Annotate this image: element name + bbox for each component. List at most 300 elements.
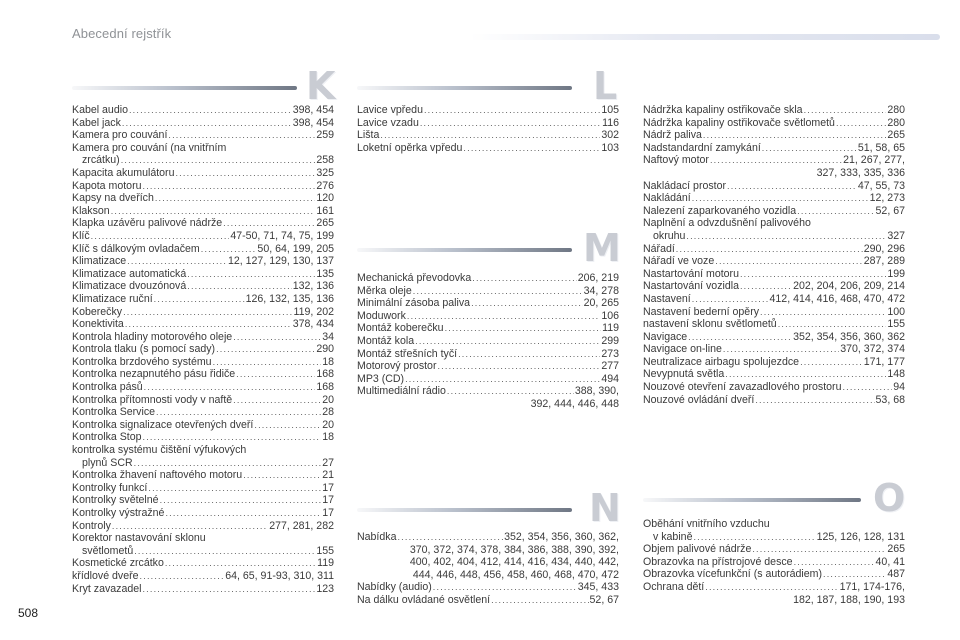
index-entry-term: Klimatizace ruční [72,292,153,305]
index-entry-pages: 47-50, 71, 74, 75, 199 [230,229,334,242]
section-heading-o [643,476,906,520]
index-entry[interactable] [72,583,334,596]
index-entry[interactable] [72,557,334,570]
index-entry[interactable] [72,570,334,583]
index-entry-pages: 103 [601,141,619,154]
section-letter: M [583,226,621,270]
dot-leader [121,154,316,167]
index-entry-term: Nádržka kapaliny ostřikovače skla [643,104,803,116]
index-entry-term: Kontrolka Service [72,406,156,419]
index-entry[interactable] [357,385,619,410]
dot-leader [134,545,315,558]
index-entry-pages: 161 [316,204,334,217]
index-entry-pages: 120 [316,192,334,205]
section-heading-n [357,486,621,530]
index-entry[interactable] [643,268,905,281]
index-entry-row [357,385,619,398]
index-entry-row [72,268,334,281]
index-entry-pages: 52, 67 [875,204,905,217]
index-entry-pages: 27 [322,456,334,469]
dot-leader [155,192,315,205]
index-entry[interactable] [643,381,905,394]
index-entry-term: Multimediální rádio [357,385,446,398]
index-entry[interactable] [643,180,905,193]
index-entry-term: Kontrolka žhavení naftového motoru [72,469,243,482]
index-entry-term: Motorový prostor [357,360,437,373]
index-entry-row [357,322,619,335]
index-entry-row [643,142,905,155]
index-entry-term: Montáž střešních tyčí [357,347,458,360]
index-entry-row [643,381,905,394]
index-entry-pages: 51, 58, 65 [857,141,905,154]
index-list-n [357,531,619,607]
index-entry[interactable] [357,531,619,581]
index-entry-row [357,360,619,373]
index-entry[interactable] [357,581,619,594]
index-entry-pages: 100 [887,305,905,318]
index-entry-row [643,293,905,306]
index-entry[interactable] [72,482,334,495]
index-entry-term: Na dálku ovládané osvětlení [357,593,491,606]
index-entry-pages: 47, 55, 73 [857,179,905,192]
index-entry-row [357,310,619,323]
index-entry[interactable] [643,543,905,556]
index-entry-pages: 132, 136 [292,280,334,293]
dot-leader [797,205,874,218]
index-entry-pages: 299 [601,334,619,347]
index-entry-row [357,142,619,155]
index-entry-row [357,335,619,348]
dot-leader [127,255,227,268]
index-list-m [357,272,619,411]
index-entry-term: Naftový motor [643,154,709,167]
index-entry-pages: 327 [887,229,905,242]
index-entry-pages-continued: 444, 446, 448, 456, 458, 460, 468, 470, 472 [412,568,619,581]
dot-leader [201,243,257,256]
index-entry[interactable] [357,142,619,155]
index-entry[interactable] [643,331,905,344]
index-entry-pages: 155 [887,318,905,331]
index-entry[interactable] [357,104,619,117]
index-entry-pages-continued: 400, 402, 404, 412, 414, 416, 434, 440, 442, [409,556,619,569]
index-entry[interactable] [72,243,334,256]
index-entry-row [643,318,905,331]
dot-leader [723,343,839,356]
dot-leader [842,381,892,394]
index-entry-pages: 265 [887,129,905,142]
section-divider [357,248,572,252]
index-entry-row [72,293,334,306]
index-entry-row [72,356,334,369]
index-entry[interactable] [643,368,905,381]
index-entry[interactable] [357,129,619,142]
index-entry[interactable] [357,335,619,348]
index-entry[interactable] [72,129,334,142]
dot-leader [236,368,315,381]
index-entry-term: Kabel jack [72,116,121,129]
index-entry-row [72,192,334,205]
dot-leader [168,129,315,142]
index-entry-term: Nakládací prostor [643,179,727,192]
index-entry-row [357,531,619,544]
dot-leader [725,368,886,381]
index-entry-pages: 21 [322,469,334,482]
dot-leader [727,180,857,193]
index-entry[interactable] [357,297,619,310]
index-entry-term: Kamera pro couvání [72,129,168,142]
dot-leader [760,306,886,319]
index-entry-row [72,368,334,381]
index-entry-row [643,180,905,193]
dot-leader [223,217,315,230]
index-entry[interactable] [643,104,905,117]
dot-leader [778,318,887,331]
index-entry-term: Kontrolka signalizace otevřených dveří [72,418,254,431]
index-entry[interactable] [72,280,334,293]
dot-leader [407,310,600,323]
index-entry-term: Nastavení [643,292,691,305]
index-entry-row [72,583,334,596]
index-entry-term: Lišta [357,129,380,142]
index-entry-pages: 171, 177 [863,355,905,368]
index-entry-row [72,318,334,331]
index-entry-row [643,117,905,130]
index-entry-pages: 302 [601,129,619,142]
dot-leader [111,205,316,218]
index-entry-term: Minimální zásoba paliva [357,297,471,310]
index-entry-row [72,104,334,117]
index-entry[interactable] [643,518,905,543]
section-heading-k [72,64,336,108]
dot-leader [165,507,321,520]
index-entry-row [357,285,619,298]
index-entry-row [357,117,619,130]
index-entry[interactable] [72,394,334,407]
index-entry[interactable] [72,343,334,356]
index-entry[interactable] [643,568,905,581]
index-entry-pages-continued: 392, 444, 446, 448 [530,397,619,410]
index-entry[interactable] [72,255,334,268]
index-entry-pages: 277 [601,360,619,373]
index-entry-row [643,543,905,556]
index-entry-term: Kosmetické zrcátko [72,557,164,570]
index-entry-pages: 352, 354, 356, 360, 362 [793,330,905,343]
index-entry-term: Oběhání vnitřního vzduchu [643,518,770,530]
index-entry[interactable] [72,444,334,469]
dot-leader [705,581,838,594]
index-entry-pages-continued: 182, 187, 188, 190, 193 [793,593,905,606]
index-entry-term: Nastartování motoru [643,267,739,280]
dot-leader [794,556,875,569]
index-entry-pages: 280 [887,104,905,116]
index-entry[interactable] [643,318,905,331]
index-entry-pages: 116 [602,116,619,129]
index-entry[interactable] [357,373,619,386]
page-number: 508 [18,606,39,620]
index-entry-row [72,205,334,218]
index-entry-term: Koberečky [72,305,123,318]
index-entry[interactable] [72,318,334,331]
index-entry-row [357,373,619,386]
index-entry-term: nastavení sklonu světlometů [643,318,777,331]
index-entry[interactable] [72,356,334,369]
index-entry-row [72,117,334,130]
index-entry-term: Konektivita [72,318,124,331]
index-entry-pages: 12, 273 [869,192,905,205]
index-entry-pages: 265 [887,543,905,556]
index-entry[interactable] [643,154,905,179]
index-entry-pages: 17 [322,481,334,494]
index-entry[interactable] [643,556,905,569]
index-entry[interactable] [72,532,334,557]
index-entry[interactable] [643,129,905,142]
dot-leader [447,385,574,398]
index-entry[interactable] [643,356,905,369]
index-entry-row [72,243,334,256]
index-entry-pages: 34, 278 [583,284,619,297]
header-decorative-bar [470,34,940,40]
index-entry-term: Navigace [643,330,688,343]
index-entry-term: Naplnění a odvzdušnění palivového [643,217,811,230]
index-entry[interactable] [72,104,334,117]
dot-leader [91,230,230,243]
index-entry[interactable] [72,268,334,281]
index-entry-row [643,268,905,281]
index-entry-pages: 40, 41 [875,555,905,568]
dot-leader [148,482,321,495]
index-entry-subterm: plynů SCR [82,456,133,469]
index-entry-pages: 94 [893,381,905,394]
index-entry-term: Nabídky (audio) [357,581,432,594]
index-entry-pages: 265 [316,217,334,230]
index-entry-pages: 34 [322,330,334,343]
index-entry[interactable] [357,360,619,373]
index-entry-term: Kontroly [72,519,111,532]
index-entry-pages: 259 [316,129,334,142]
index-entry[interactable] [643,192,905,205]
index-entry-row [357,348,619,361]
index-entry-row [72,217,334,230]
index-entry[interactable] [72,180,334,193]
index-entry-pages: 135 [316,267,334,280]
index-entry[interactable] [357,117,619,130]
index-entry-row [72,167,334,180]
index-entry[interactable] [72,368,334,381]
index-entry-pages: 17 [322,507,334,519]
index-entry-row [643,192,905,205]
dot-leader [143,180,316,193]
index-entry[interactable] [643,280,905,293]
index-entry-pages: 20, 265 [583,297,619,310]
dot-leader [686,230,886,243]
dot-leader [140,570,225,583]
index-entry-pages: 12, 127, 129, 130, 137 [227,255,334,268]
dot-leader [413,285,583,298]
index-entry[interactable] [357,348,619,361]
index-entry-pages-continued: 370, 372, 374, 378, 384, 386, 388, 390, 392, [409,543,619,556]
index-entry-term: Ochrana dětí [643,580,705,593]
index-entry[interactable] [72,117,334,130]
index-entry[interactable] [72,431,334,444]
index-entry-pages: 18 [322,355,334,368]
index-entry-row [643,556,905,569]
index-entry-row [72,457,334,470]
index-entry[interactable] [643,581,905,606]
index-entry-row [643,368,905,381]
index-entry[interactable] [357,272,619,285]
index-entry-row [72,230,334,243]
index-entry-row [72,129,334,142]
index-entry-subterm: světlometů [82,544,134,557]
dot-leader [112,520,268,533]
index-entry-row [72,469,334,482]
index-entry-term: Montáž koberečku [357,322,444,335]
index-entry-pages: 123 [316,582,334,595]
index-entry-row [643,104,905,117]
index-entry-row [643,154,905,167]
dot-leader [380,129,600,142]
index-entry-row [357,272,619,285]
index-entry-term: Kontrolka nezapnutého pásu řidiče [72,368,236,381]
dot-leader [715,255,863,268]
index-entry-pages: 352, 354, 356, 360, 362, [504,531,619,543]
index-entry[interactable] [72,469,334,482]
index-entry-pages: 28 [322,406,334,419]
index-entry-term: Kontrolky světelné [72,494,159,507]
section-letter: K [306,64,336,108]
index-entry[interactable] [72,293,334,306]
index-entry-pages: 287, 289 [863,255,905,268]
index-entry[interactable] [643,217,905,242]
index-entry-pages: 126, 132, 135, 136 [245,292,334,305]
dot-leader [688,331,792,344]
dot-leader [405,373,600,386]
index-entry[interactable] [72,381,334,394]
index-entry[interactable] [643,394,905,407]
index-entry[interactable] [357,322,619,335]
index-entry-row [72,154,334,167]
index-entry-pages: 20 [322,418,334,431]
index-entry-pages: 119 [317,557,334,570]
index-entry-pages: 18 [322,431,334,444]
dot-leader [175,167,315,180]
index-entry[interactable] [72,507,334,520]
dot-leader [823,568,886,581]
index-entry-term: Kontrolka brzdového systému [72,355,212,368]
index-entry[interactable] [643,243,905,256]
index-entry[interactable] [72,331,334,344]
dot-leader [420,117,601,130]
index-entry-term: Klíč s dálkovým ovladačem [72,242,200,255]
index-entry[interactable] [72,142,334,167]
dot-leader [471,297,583,310]
index-entry-row [357,594,619,607]
index-entry-term: Kontrolka Stop [72,431,142,444]
index-entry-term: Kontrolky funkcí [72,481,148,494]
index-entry-pages: 398, 454 [292,104,334,116]
index-entry[interactable] [357,594,619,607]
index-entry-pages: 119, 202 [293,305,334,318]
index-entry-term: Nouzové ovládání dveří [643,393,755,406]
index-entry-pages: 345, 433 [577,581,619,594]
dot-leader [134,457,322,470]
index-list-n-continued [643,104,905,406]
dot-leader [437,360,600,373]
dot-leader [143,431,322,444]
index-entry[interactable] [643,205,905,218]
section-divider [357,86,572,90]
index-entry[interactable] [643,255,905,268]
index-entry-row [72,255,334,268]
index-entry[interactable] [72,419,334,432]
index-entry-row [643,205,905,218]
dot-leader [491,594,588,607]
dot-leader [463,142,600,155]
index-entry-pages: 106 [601,309,619,322]
dot-leader [154,293,245,306]
index-entry-pages: 168 [316,368,334,381]
index-entry-pages: 20 [322,393,334,406]
index-entry-pages: 171, 174-176, [839,580,905,593]
index-entry[interactable] [72,205,334,218]
index-entry-pages: 50, 64, 199, 205 [257,242,334,255]
index-entry[interactable] [643,293,905,306]
index-entry[interactable] [643,306,905,319]
index-entry-pages: 105 [601,104,619,116]
index-entry-row [643,356,905,369]
index-entry-row [72,180,334,193]
dot-leader [740,268,886,281]
index-entry-row [72,570,334,583]
index-entry-pages: 290 [316,343,334,356]
index-entry[interactable] [72,406,334,419]
index-entry[interactable] [72,217,334,230]
index-entry-pages: 398, 454 [292,116,334,129]
index-entry[interactable] [72,494,334,507]
index-entry-term: Nevypnutá světla [643,368,725,381]
index-entry-row [643,230,905,243]
index-entry[interactable] [72,230,334,243]
index-entry[interactable] [357,310,619,323]
index-entry-pages: 280 [887,116,905,129]
index-entry[interactable] [643,142,905,155]
index-entry-term: Korektor nastavování sklonu [72,532,206,545]
index-entry-row [643,331,905,344]
index-entry[interactable] [72,520,334,533]
index-entry[interactable] [72,167,334,180]
index-entry[interactable] [357,285,619,298]
index-entry-pages: 199 [887,267,905,280]
index-entry-term: Klimatizace [72,255,127,268]
index-entry[interactable] [72,306,334,319]
index-entry[interactable] [72,192,334,205]
index-entry[interactable] [643,117,905,130]
index-entry-term: kontrolka systému čištění výfukových [72,444,247,457]
dot-leader [233,394,321,407]
dot-leader [762,142,857,155]
index-entry-term: MP3 (CD) [357,372,405,385]
index-entry[interactable] [643,343,905,356]
index-entry-term: Nabídka [357,531,397,543]
index-entry-pages: 258 [316,154,334,167]
index-entry-term: Moduwork [357,309,406,322]
dot-leader [142,583,315,596]
index-entry-pages: 206, 219 [577,272,619,284]
index-entry-pages: 155 [316,544,334,557]
dot-leader [752,543,886,556]
page-header-title: Abecední rejstřík [72,26,172,41]
index-entry-term: Obrazovka na přístrojové desce [643,555,793,568]
